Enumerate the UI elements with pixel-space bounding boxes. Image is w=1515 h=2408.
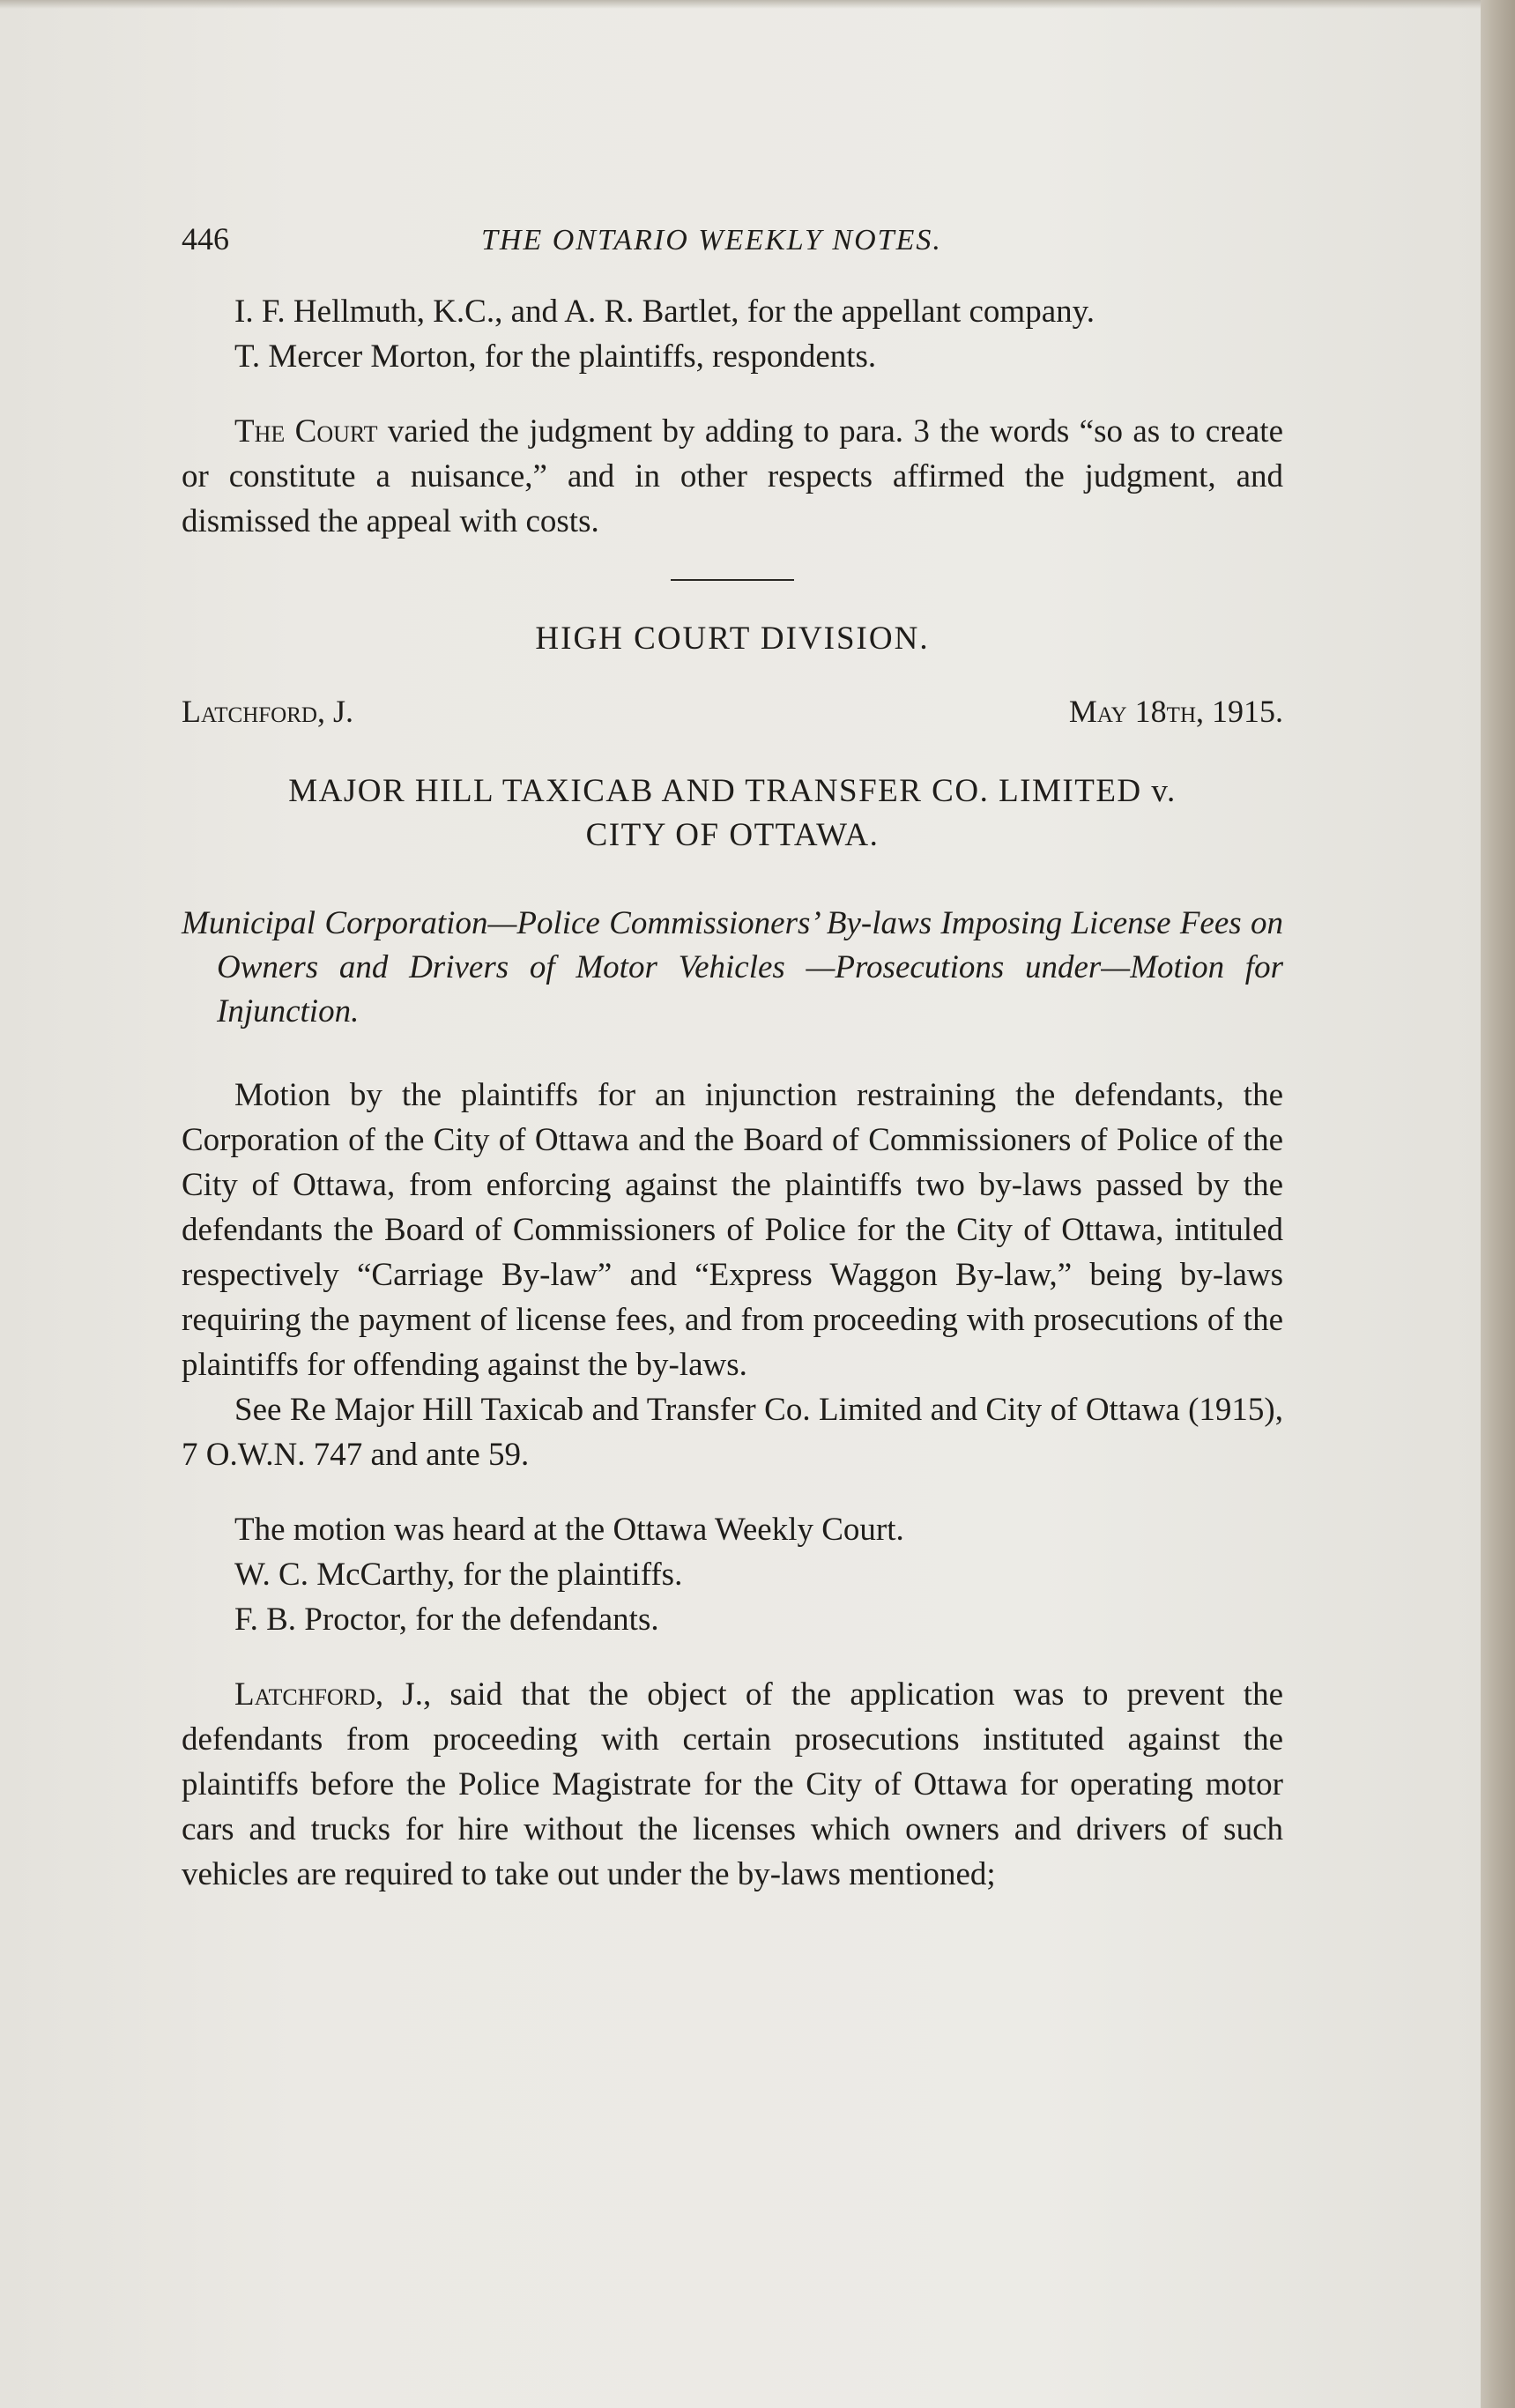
headnote: Municipal Corporation—Police Commissioners’ By-laws Imposing License Fees on Owners and Drivers of Motor Vehicles —Prosecutions under—Motion for Injunction. (182, 905, 1283, 1029)
case-title (182, 769, 1283, 858)
case-title-line1: MAJOR HILL TAXICAB AND TRANSFER CO. LIMITED v. (288, 773, 1177, 809)
judgment-lead: The Court (234, 413, 378, 450)
page-number: 446 (182, 221, 229, 256)
judgment-text: varied the judgment by adding to para. 3 the words “so as to create or constitute a nuisance,” and in other respects affirmed the judgment, and dismissed the appeal with costs. (182, 413, 1283, 539)
counsel-plaintiffs: W. C. McCarthy, for the plaintiffs. (234, 1557, 683, 1593)
counsel-appellant: I. F. Hellmuth, K.C., and A. R. Bartlet, for the appellant company. (234, 294, 1095, 330)
running-head (182, 220, 1283, 273)
case-title-line2: CITY OF OTTAWA. (585, 817, 880, 853)
decision-date: May 18th, 1915. (1068, 694, 1283, 729)
counsel-appeal (182, 289, 1283, 379)
section-divider (671, 579, 794, 581)
judgment-paragraph (182, 409, 1283, 544)
judge-name: Latchford, J. (182, 694, 353, 729)
motion-paragraph: Motion by the plaintiffs for an injunction restraining the defendants, the Corporation of the City of Ottawa and the Board of Commissioners of Police of the City of Ottawa, from enforcing against the plaintiffs two by-laws passed by the defendants the Board of Commissioners of Police for the City of Ottawa, intituled respectively “Carriage By-law” and “Express Waggon By-law,” being by-laws requiring the payment of license fees, and from proceeding with prosecutions of the plaintiffs for offending against the by-laws. (182, 1077, 1283, 1383)
see-also-paragraph: See Re Major Hill Taxicab and Transfer Co. Limited and City of Ottawa (1915), 7 O.W.N. 747 and ante 59. (182, 1392, 1283, 1473)
judge-date-line (182, 688, 1283, 734)
counsel-defendants: F. B. Proctor, for the defendants. (234, 1602, 659, 1638)
counsel-respondents: T. Mercer Morton, for the plaintiffs, respondents. (234, 338, 877, 375)
hearing-court: The motion was heard at the Ottawa Weekly Court. (234, 1512, 904, 1548)
journal-title: THE ONTARIO WEEKLY NOTES. (481, 224, 942, 256)
opinion-paragraph (182, 1672, 1283, 1897)
book-spine-edge (1481, 0, 1515, 2408)
opinion-text: , said that the object of the application was to prevent the defendants from proceeding with certain prosecutions instituted against the plaintiffs before the Police Magistrate for the City of Ottawa for operating motor cars and trucks for hire without the licenses which owners and drivers of such vehicles are required to take out under the by-laws mentioned; (182, 1676, 1283, 1892)
page-top-edge (0, 0, 1481, 9)
opinion-lead: Latchford, J. (234, 1676, 423, 1713)
division-heading: HIGH COURT DIVISION. (535, 621, 930, 657)
hearing-block (182, 1507, 1283, 1642)
page-content (182, 220, 1283, 1897)
